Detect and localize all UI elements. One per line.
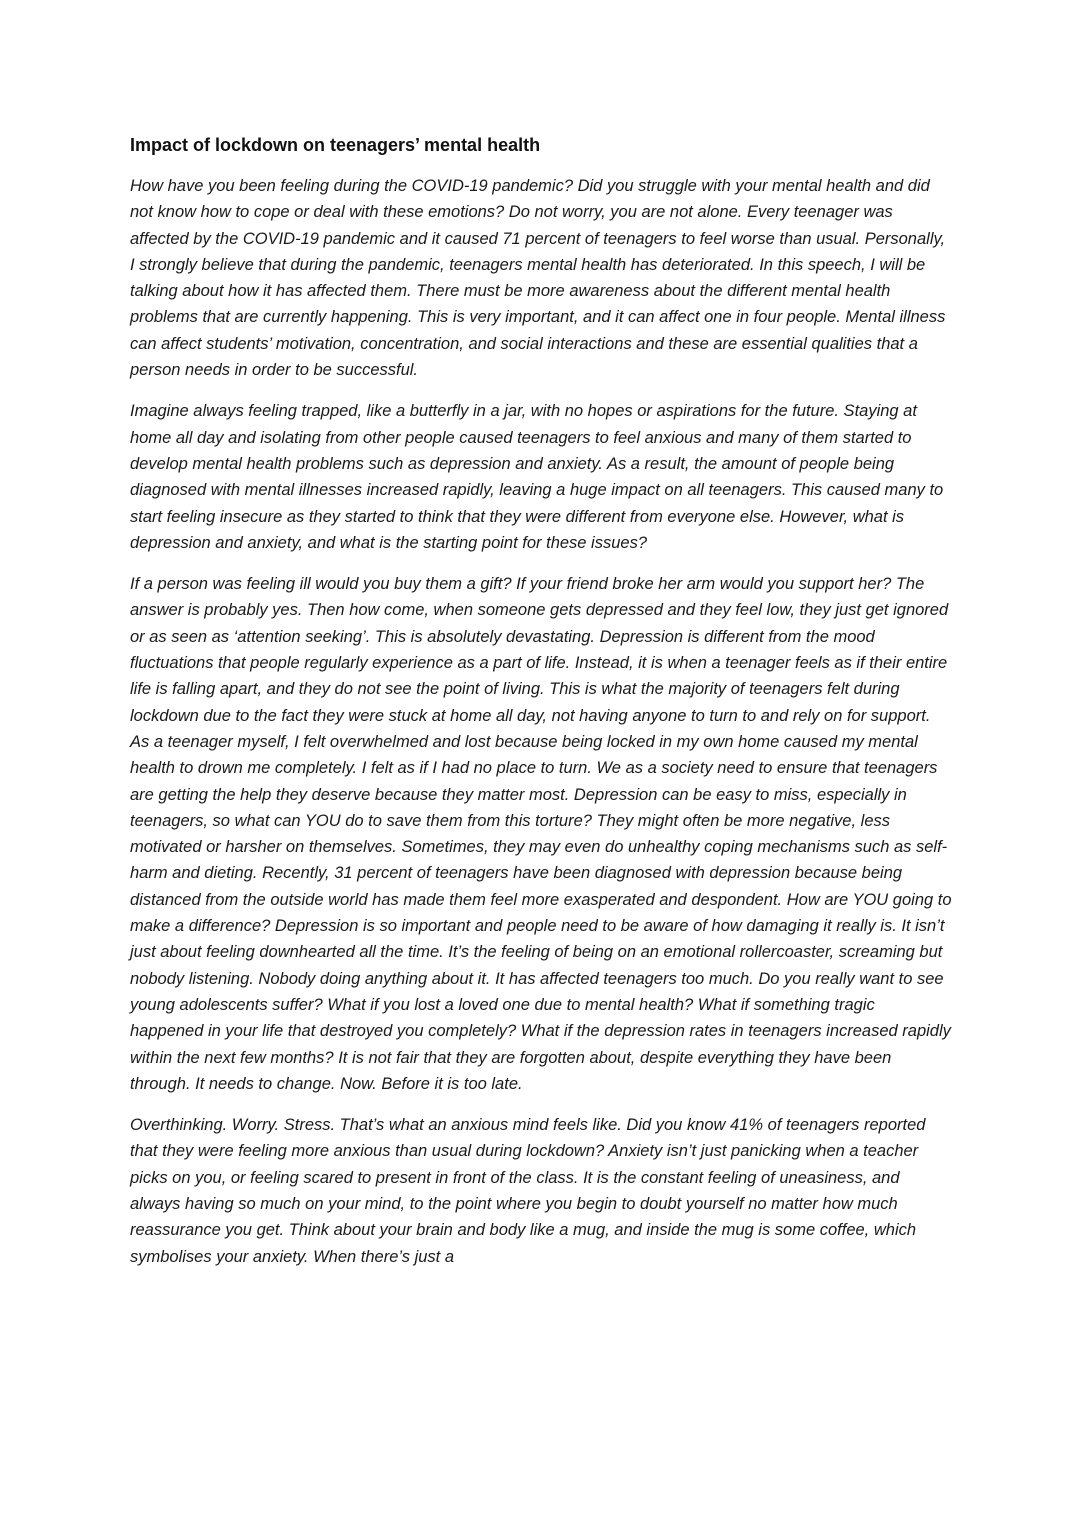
- paragraph-depression: If a person was feeling ill would you buy them a gift? If your friend broke her arm would you support her? The answer is probably yes. Then how come, when someone gets depressed and they feel low, they just get ignored or as seen as ‘attention seeking’. This is absolutely devastating. Depression is different from the mood fluctuations that people regularly experience as a part of life. Instead, it is when a teenager feels as if their entire life is falling apart, and they do not see the point of living. This is what the majority of teenagers felt during lockdown due to the fact they were stuck at home all day, not having anyone to turn to and rely on for support. As a teenager myself, I felt overwhelmed and lost because being locked in my own home caused my mental health to drown me completely. I felt as if I had no place to turn. We as a society need to ensure that teenagers are getting the help they deserve because they matter most. Depression can be easy to miss, especially in teenagers, so what can YOU do to save them from this torture? They might often be more negative, less motivated or harsher on themselves. Sometimes, they may even do unhealthy coping mechanisms such as self-harm and dieting. Recently, 31 percent of teenagers have been diagnosed with depression because being distanced from the outside world has made them feel more exasperated and despondent. How are YOU going to make a difference? Depression is so important and people need to be aware of how damaging it really is. It isn’t just about feeling downhearted all the time. It’s the feeling of being on an emotional rollercoaster, screaming but nobody listening. Nobody doing anything about it. It has affected teenagers too much. Do you really want to see young adolescents suffer? What if you lost a loved one due to mental health? What if something tragic happened in your life that destroyed you completely? What if the depression rates in teenagers increased rapidly within the next few months? It is not fair that they are forgotten about, despite everything they have been through. It needs to change. Now. Before it is too late.: [130, 575, 952, 1093]
- paragraph-intro: How have you been feeling during the COVID-19 pandemic? Did you struggle with your mental health and did not know how to cope or deal with these emotions? Do not worry, you are not alone. Every teenager was affected by the COVID-19 pandemic and it caused 71 percent of teenagers to feel worse than usual. Personally, I strongly believe that during the pandemic, teenagers mental health has deteriorated. In this speech, I will be talking about how it has affected them. There must be more awareness about the different mental health problems that are currently happening. This is very important, and it can affect one in four people. Mental illness can affect students’ motivation, concentration, and social interactions and these are essential qualities that a person needs in order to be successful.: [130, 177, 946, 380]
- document-title: Impact of lockdown on teenagers’ mental health: [130, 135, 541, 155]
- document-body: [130, 133, 952, 1285]
- paragraph-trapped: Imagine always feeling trapped, like a butterfly in a jar, with no hopes or aspirations for the future. Staying at home all day and isolating from other people caused teenagers to feel anxious and many of them started to develop mental health problems such as depression and anxiety. As a result, the amount of people being diagnosed with mental illnesses increased rapidly, leaving a huge impact on all teenagers. This caused many to start feeling insecure as they started to think that they were different from everyone else. However, what is depression and anxiety, and what is the starting point for these issues?: [130, 402, 944, 552]
- paragraph-anxiety: Overthinking. Worry. Stress. That’s what an anxious mind feels like. Did you know 41% of teenagers reported that they were feeling more anxious than usual during lockdown? Anxiety isn’t just panicking when a teacher picks on you, or feeling scared to present in front of the class. It is the constant feeling of uneasiness, and always having so much on your mind, to the point where you begin to doubt yourself no matter how much reassurance you get. Think about your brain and body like a mug, and inside the mug is some coffee, which symbolises your anxiety. When there’s just a: [130, 1116, 926, 1266]
